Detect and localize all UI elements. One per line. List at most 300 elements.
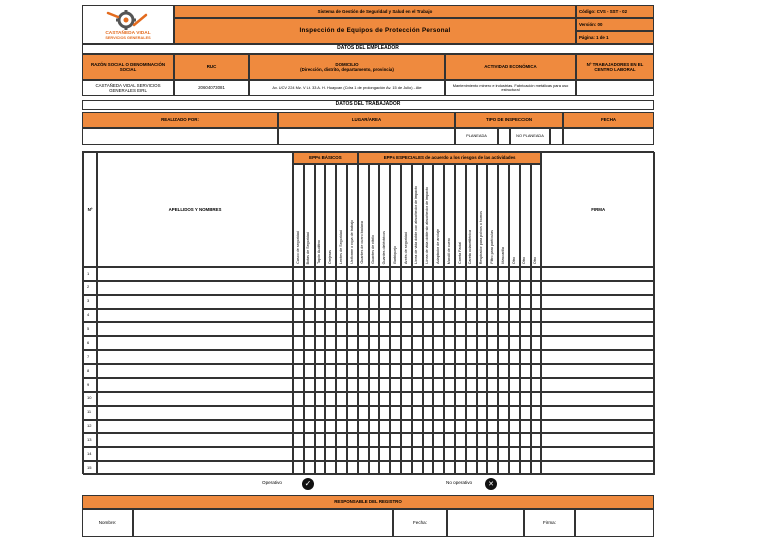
epp-check-cell[interactable] — [315, 406, 326, 420]
epp-check-cell[interactable] — [390, 322, 401, 336]
epp-check-cell[interactable] — [423, 267, 434, 281]
epp-check-cell[interactable] — [369, 420, 380, 434]
epp-check-cell[interactable] — [401, 295, 412, 309]
epp-check-cell[interactable] — [531, 364, 542, 378]
epp-check-cell[interactable] — [293, 322, 304, 336]
epp-check-cell[interactable] — [477, 267, 488, 281]
epp-check-cell[interactable] — [509, 378, 520, 392]
epp-check-cell[interactable] — [498, 281, 509, 295]
trabajadores-value[interactable] — [576, 80, 654, 96]
realizado-por-input[interactable] — [82, 128, 278, 145]
epp-check-cell[interactable] — [358, 350, 369, 364]
epp-check-cell[interactable] — [444, 364, 455, 378]
epp-check-cell[interactable] — [304, 295, 315, 309]
epp-check-cell[interactable] — [412, 364, 423, 378]
epp-check-cell[interactable] — [412, 433, 423, 447]
epp-check-cell[interactable] — [347, 378, 358, 392]
epp-check-cell[interactable] — [336, 420, 347, 434]
epp-check-cell[interactable] — [477, 433, 488, 447]
epp-check-cell[interactable] — [390, 461, 401, 475]
epp-check-cell[interactable] — [455, 420, 466, 434]
epp-check-cell[interactable] — [347, 309, 358, 323]
epp-check-cell[interactable] — [358, 392, 369, 406]
epp-check-cell[interactable] — [358, 378, 369, 392]
row-name-input[interactable] — [97, 420, 293, 434]
epp-check-cell[interactable] — [477, 447, 488, 461]
epp-check-cell[interactable] — [401, 461, 412, 475]
epp-check-cell[interactable] — [358, 447, 369, 461]
epp-check-cell[interactable] — [477, 336, 488, 350]
epp-check-cell[interactable] — [369, 406, 380, 420]
epp-check-cell[interactable] — [509, 392, 520, 406]
epp-check-cell[interactable] — [304, 350, 315, 364]
epp-check-cell[interactable] — [423, 378, 434, 392]
row-name-input[interactable] — [97, 378, 293, 392]
epp-check-cell[interactable] — [315, 447, 326, 461]
epp-check-cell[interactable] — [358, 364, 369, 378]
epp-check-cell[interactable] — [433, 433, 444, 447]
epp-check-cell[interactable] — [455, 281, 466, 295]
epp-check-cell[interactable] — [401, 406, 412, 420]
epp-check-cell[interactable] — [347, 392, 358, 406]
epp-check-cell[interactable] — [423, 309, 434, 323]
epp-check-cell[interactable] — [433, 364, 444, 378]
epp-check-cell[interactable] — [466, 295, 477, 309]
firma-footer-input[interactable] — [575, 509, 654, 537]
epp-check-cell[interactable] — [455, 322, 466, 336]
epp-check-cell[interactable] — [444, 433, 455, 447]
epp-check-cell[interactable] — [369, 392, 380, 406]
epp-check-cell[interactable] — [358, 309, 369, 323]
epp-check-cell[interactable] — [358, 461, 369, 475]
epp-check-cell[interactable] — [455, 350, 466, 364]
epp-check-cell[interactable] — [520, 433, 531, 447]
planeada-checkbox[interactable] — [498, 128, 510, 145]
epp-check-cell[interactable] — [293, 392, 304, 406]
epp-check-cell[interactable] — [433, 461, 444, 475]
row-firma-input[interactable] — [541, 420, 655, 434]
epp-check-cell[interactable] — [498, 406, 509, 420]
epp-check-cell[interactable] — [477, 281, 488, 295]
epp-check-cell[interactable] — [433, 267, 444, 281]
row-firma-input[interactable] — [541, 309, 655, 323]
row-firma-input[interactable] — [541, 295, 655, 309]
epp-check-cell[interactable] — [509, 420, 520, 434]
epp-check-cell[interactable] — [315, 350, 326, 364]
row-name-input[interactable] — [97, 267, 293, 281]
epp-check-cell[interactable] — [520, 322, 531, 336]
epp-check-cell[interactable] — [466, 267, 477, 281]
epp-check-cell[interactable] — [477, 309, 488, 323]
epp-check-cell[interactable] — [433, 350, 444, 364]
epp-check-cell[interactable] — [379, 267, 390, 281]
epp-check-cell[interactable] — [347, 461, 358, 475]
epp-check-cell[interactable] — [509, 447, 520, 461]
epp-check-cell[interactable] — [304, 364, 315, 378]
epp-check-cell[interactable] — [509, 433, 520, 447]
epp-check-cell[interactable] — [379, 322, 390, 336]
epp-check-cell[interactable] — [401, 420, 412, 434]
epp-check-cell[interactable] — [455, 406, 466, 420]
epp-check-cell[interactable] — [347, 433, 358, 447]
nombre-input[interactable] — [133, 509, 393, 537]
epp-check-cell[interactable] — [509, 281, 520, 295]
epp-check-cell[interactable] — [531, 461, 542, 475]
epp-check-cell[interactable] — [498, 322, 509, 336]
epp-check-cell[interactable] — [531, 350, 542, 364]
epp-check-cell[interactable] — [401, 378, 412, 392]
epp-check-cell[interactable] — [315, 322, 326, 336]
epp-check-cell[interactable] — [336, 267, 347, 281]
epp-check-cell[interactable] — [293, 447, 304, 461]
epp-check-cell[interactable] — [509, 350, 520, 364]
row-name-input[interactable] — [97, 295, 293, 309]
epp-check-cell[interactable] — [509, 295, 520, 309]
epp-check-cell[interactable] — [444, 378, 455, 392]
row-firma-input[interactable] — [541, 336, 655, 350]
epp-check-cell[interactable] — [531, 392, 542, 406]
epp-check-cell[interactable] — [412, 420, 423, 434]
epp-check-cell[interactable] — [520, 281, 531, 295]
epp-check-cell[interactable] — [401, 392, 412, 406]
epp-check-cell[interactable] — [358, 281, 369, 295]
epp-check-cell[interactable] — [444, 350, 455, 364]
epp-check-cell[interactable] — [390, 392, 401, 406]
row-firma-input[interactable] — [541, 267, 655, 281]
epp-check-cell[interactable] — [423, 447, 434, 461]
epp-check-cell[interactable] — [293, 267, 304, 281]
epp-check-cell[interactable] — [520, 406, 531, 420]
epp-check-cell[interactable] — [520, 295, 531, 309]
epp-check-cell[interactable] — [347, 295, 358, 309]
epp-check-cell[interactable] — [466, 378, 477, 392]
epp-check-cell[interactable] — [466, 447, 477, 461]
fecha-input[interactable] — [563, 128, 654, 145]
epp-check-cell[interactable] — [358, 433, 369, 447]
epp-check-cell[interactable] — [293, 336, 304, 350]
epp-check-cell[interactable] — [315, 336, 326, 350]
epp-check-cell[interactable] — [390, 364, 401, 378]
epp-check-cell[interactable] — [390, 406, 401, 420]
epp-check-cell[interactable] — [390, 309, 401, 323]
epp-check-cell[interactable] — [487, 447, 498, 461]
row-firma-input[interactable] — [541, 447, 655, 461]
row-name-input[interactable] — [97, 447, 293, 461]
epp-check-cell[interactable] — [336, 392, 347, 406]
row-name-input[interactable] — [97, 336, 293, 350]
epp-check-cell[interactable] — [293, 309, 304, 323]
epp-check-cell[interactable] — [466, 322, 477, 336]
epp-check-cell[interactable] — [433, 406, 444, 420]
row-firma-input[interactable] — [541, 378, 655, 392]
epp-check-cell[interactable] — [336, 461, 347, 475]
epp-check-cell[interactable] — [325, 433, 336, 447]
epp-check-cell[interactable] — [336, 378, 347, 392]
epp-check-cell[interactable] — [531, 433, 542, 447]
row-name-input[interactable] — [97, 350, 293, 364]
row-name-input[interactable] — [97, 364, 293, 378]
epp-check-cell[interactable] — [455, 447, 466, 461]
epp-check-cell[interactable] — [477, 322, 488, 336]
epp-check-cell[interactable] — [369, 447, 380, 461]
epp-check-cell[interactable] — [379, 406, 390, 420]
epp-check-cell[interactable] — [336, 364, 347, 378]
row-name-input[interactable] — [97, 322, 293, 336]
epp-check-cell[interactable] — [531, 267, 542, 281]
epp-check-cell[interactable] — [347, 406, 358, 420]
epp-check-cell[interactable] — [369, 309, 380, 323]
epp-check-cell[interactable] — [423, 350, 434, 364]
epp-check-cell[interactable] — [293, 378, 304, 392]
epp-check-cell[interactable] — [466, 336, 477, 350]
epp-check-cell[interactable] — [347, 420, 358, 434]
epp-check-cell[interactable] — [444, 322, 455, 336]
epp-check-cell[interactable] — [347, 364, 358, 378]
epp-check-cell[interactable] — [477, 350, 488, 364]
epp-check-cell[interactable] — [304, 461, 315, 475]
epp-check-cell[interactable] — [358, 295, 369, 309]
epp-check-cell[interactable] — [433, 336, 444, 350]
epp-check-cell[interactable] — [455, 378, 466, 392]
epp-check-cell[interactable] — [412, 309, 423, 323]
epp-check-cell[interactable] — [336, 447, 347, 461]
row-firma-input[interactable] — [541, 281, 655, 295]
epp-check-cell[interactable] — [466, 309, 477, 323]
epp-check-cell[interactable] — [369, 350, 380, 364]
epp-check-cell[interactable] — [444, 295, 455, 309]
epp-check-cell[interactable] — [325, 392, 336, 406]
epp-check-cell[interactable] — [433, 309, 444, 323]
epp-check-cell[interactable] — [466, 420, 477, 434]
epp-check-cell[interactable] — [477, 392, 488, 406]
epp-check-cell[interactable] — [531, 378, 542, 392]
row-name-input[interactable] — [97, 461, 293, 475]
epp-check-cell[interactable] — [293, 295, 304, 309]
epp-check-cell[interactable] — [498, 364, 509, 378]
epp-check-cell[interactable] — [455, 295, 466, 309]
epp-check-cell[interactable] — [390, 420, 401, 434]
epp-check-cell[interactable] — [347, 350, 358, 364]
epp-check-cell[interactable] — [433, 322, 444, 336]
row-firma-input[interactable] — [541, 350, 655, 364]
epp-check-cell[interactable] — [412, 461, 423, 475]
epp-check-cell[interactable] — [423, 336, 434, 350]
epp-check-cell[interactable] — [369, 322, 380, 336]
epp-check-cell[interactable] — [315, 378, 326, 392]
epp-check-cell[interactable] — [379, 378, 390, 392]
epp-check-cell[interactable] — [325, 447, 336, 461]
epp-check-cell[interactable] — [358, 420, 369, 434]
epp-check-cell[interactable] — [423, 420, 434, 434]
epp-check-cell[interactable] — [433, 420, 444, 434]
epp-check-cell[interactable] — [520, 420, 531, 434]
epp-check-cell[interactable] — [531, 420, 542, 434]
epp-check-cell[interactable] — [315, 309, 326, 323]
row-name-input[interactable] — [97, 433, 293, 447]
epp-check-cell[interactable] — [369, 281, 380, 295]
epp-check-cell[interactable] — [304, 309, 315, 323]
epp-check-cell[interactable] — [498, 461, 509, 475]
epp-check-cell[interactable] — [455, 364, 466, 378]
epp-check-cell[interactable] — [390, 350, 401, 364]
epp-check-cell[interactable] — [433, 447, 444, 461]
epp-check-cell[interactable] — [336, 295, 347, 309]
epp-check-cell[interactable] — [412, 281, 423, 295]
epp-check-cell[interactable] — [433, 378, 444, 392]
epp-check-cell[interactable] — [520, 378, 531, 392]
epp-check-cell[interactable] — [369, 433, 380, 447]
epp-check-cell[interactable] — [379, 447, 390, 461]
epp-check-cell[interactable] — [390, 295, 401, 309]
epp-check-cell[interactable] — [379, 364, 390, 378]
epp-check-cell[interactable] — [304, 447, 315, 461]
epp-check-cell[interactable] — [477, 364, 488, 378]
epp-check-cell[interactable] — [325, 295, 336, 309]
epp-check-cell[interactable] — [455, 267, 466, 281]
epp-check-cell[interactable] — [423, 433, 434, 447]
epp-check-cell[interactable] — [498, 447, 509, 461]
epp-check-cell[interactable] — [390, 447, 401, 461]
epp-check-cell[interactable] — [336, 336, 347, 350]
epp-check-cell[interactable] — [520, 364, 531, 378]
epp-check-cell[interactable] — [423, 281, 434, 295]
row-firma-input[interactable] — [541, 364, 655, 378]
epp-check-cell[interactable] — [390, 336, 401, 350]
epp-check-cell[interactable] — [293, 281, 304, 295]
epp-check-cell[interactable] — [498, 350, 509, 364]
epp-check-cell[interactable] — [304, 378, 315, 392]
epp-check-cell[interactable] — [423, 392, 434, 406]
epp-check-cell[interactable] — [466, 406, 477, 420]
epp-check-cell[interactable] — [315, 420, 326, 434]
epp-check-cell[interactable] — [498, 336, 509, 350]
row-firma-input[interactable] — [541, 461, 655, 475]
epp-check-cell[interactable] — [477, 461, 488, 475]
epp-check-cell[interactable] — [466, 461, 477, 475]
epp-check-cell[interactable] — [509, 406, 520, 420]
epp-check-cell[interactable] — [347, 336, 358, 350]
epp-check-cell[interactable] — [369, 364, 380, 378]
epp-check-cell[interactable] — [412, 378, 423, 392]
epp-check-cell[interactable] — [466, 392, 477, 406]
epp-check-cell[interactable] — [293, 420, 304, 434]
epp-check-cell[interactable] — [379, 350, 390, 364]
epp-check-cell[interactable] — [498, 433, 509, 447]
epp-check-cell[interactable] — [412, 406, 423, 420]
epp-check-cell[interactable] — [304, 420, 315, 434]
no-planeada-checkbox[interactable] — [550, 128, 563, 145]
epp-check-cell[interactable] — [498, 267, 509, 281]
epp-check-cell[interactable] — [444, 461, 455, 475]
epp-check-cell[interactable] — [423, 406, 434, 420]
epp-check-cell[interactable] — [347, 281, 358, 295]
epp-check-cell[interactable] — [498, 378, 509, 392]
epp-check-cell[interactable] — [315, 281, 326, 295]
epp-check-cell[interactable] — [520, 392, 531, 406]
epp-check-cell[interactable] — [379, 295, 390, 309]
row-firma-input[interactable] — [541, 322, 655, 336]
epp-check-cell[interactable] — [336, 281, 347, 295]
epp-check-cell[interactable] — [390, 378, 401, 392]
epp-check-cell[interactable] — [390, 281, 401, 295]
epp-check-cell[interactable] — [531, 309, 542, 323]
epp-check-cell[interactable] — [433, 392, 444, 406]
fecha-footer-input[interactable] — [447, 509, 524, 537]
epp-check-cell[interactable] — [379, 461, 390, 475]
epp-check-cell[interactable] — [455, 392, 466, 406]
epp-check-cell[interactable] — [336, 309, 347, 323]
epp-check-cell[interactable] — [401, 364, 412, 378]
epp-check-cell[interactable] — [487, 281, 498, 295]
epp-check-cell[interactable] — [520, 350, 531, 364]
row-firma-input[interactable] — [541, 406, 655, 420]
epp-check-cell[interactable] — [487, 461, 498, 475]
epp-check-cell[interactable] — [412, 322, 423, 336]
epp-check-cell[interactable] — [379, 433, 390, 447]
epp-check-cell[interactable] — [401, 447, 412, 461]
epp-check-cell[interactable] — [304, 336, 315, 350]
epp-check-cell[interactable] — [509, 336, 520, 350]
epp-check-cell[interactable] — [358, 336, 369, 350]
epp-check-cell[interactable] — [325, 461, 336, 475]
row-firma-input[interactable] — [541, 433, 655, 447]
epp-check-cell[interactable] — [412, 447, 423, 461]
epp-check-cell[interactable] — [531, 336, 542, 350]
epp-check-cell[interactable] — [487, 309, 498, 323]
epp-check-cell[interactable] — [520, 267, 531, 281]
epp-check-cell[interactable] — [369, 267, 380, 281]
epp-check-cell[interactable] — [520, 336, 531, 350]
epp-check-cell[interactable] — [487, 350, 498, 364]
epp-check-cell[interactable] — [401, 433, 412, 447]
epp-check-cell[interactable] — [304, 433, 315, 447]
epp-check-cell[interactable] — [358, 322, 369, 336]
epp-check-cell[interactable] — [336, 322, 347, 336]
epp-check-cell[interactable] — [412, 267, 423, 281]
epp-check-cell[interactable] — [423, 322, 434, 336]
epp-check-cell[interactable] — [315, 295, 326, 309]
epp-check-cell[interactable] — [520, 447, 531, 461]
epp-check-cell[interactable] — [487, 267, 498, 281]
epp-check-cell[interactable] — [379, 336, 390, 350]
epp-check-cell[interactable] — [347, 322, 358, 336]
epp-check-cell[interactable] — [347, 267, 358, 281]
epp-check-cell[interactable] — [477, 295, 488, 309]
epp-check-cell[interactable] — [293, 350, 304, 364]
epp-check-cell[interactable] — [466, 281, 477, 295]
row-firma-input[interactable] — [541, 392, 655, 406]
epp-check-cell[interactable] — [315, 433, 326, 447]
epp-check-cell[interactable] — [401, 350, 412, 364]
epp-check-cell[interactable] — [325, 364, 336, 378]
epp-check-cell[interactable] — [455, 461, 466, 475]
epp-check-cell[interactable] — [325, 322, 336, 336]
lugar-area-input[interactable] — [278, 128, 455, 145]
epp-check-cell[interactable] — [401, 267, 412, 281]
epp-check-cell[interactable] — [369, 378, 380, 392]
epp-check-cell[interactable] — [401, 281, 412, 295]
epp-check-cell[interactable] — [325, 267, 336, 281]
epp-check-cell[interactable] — [444, 420, 455, 434]
epp-check-cell[interactable] — [487, 364, 498, 378]
epp-check-cell[interactable] — [466, 433, 477, 447]
epp-check-cell[interactable] — [369, 336, 380, 350]
epp-check-cell[interactable] — [455, 309, 466, 323]
epp-check-cell[interactable] — [498, 309, 509, 323]
epp-check-cell[interactable] — [520, 461, 531, 475]
epp-check-cell[interactable] — [325, 309, 336, 323]
epp-check-cell[interactable] — [433, 281, 444, 295]
